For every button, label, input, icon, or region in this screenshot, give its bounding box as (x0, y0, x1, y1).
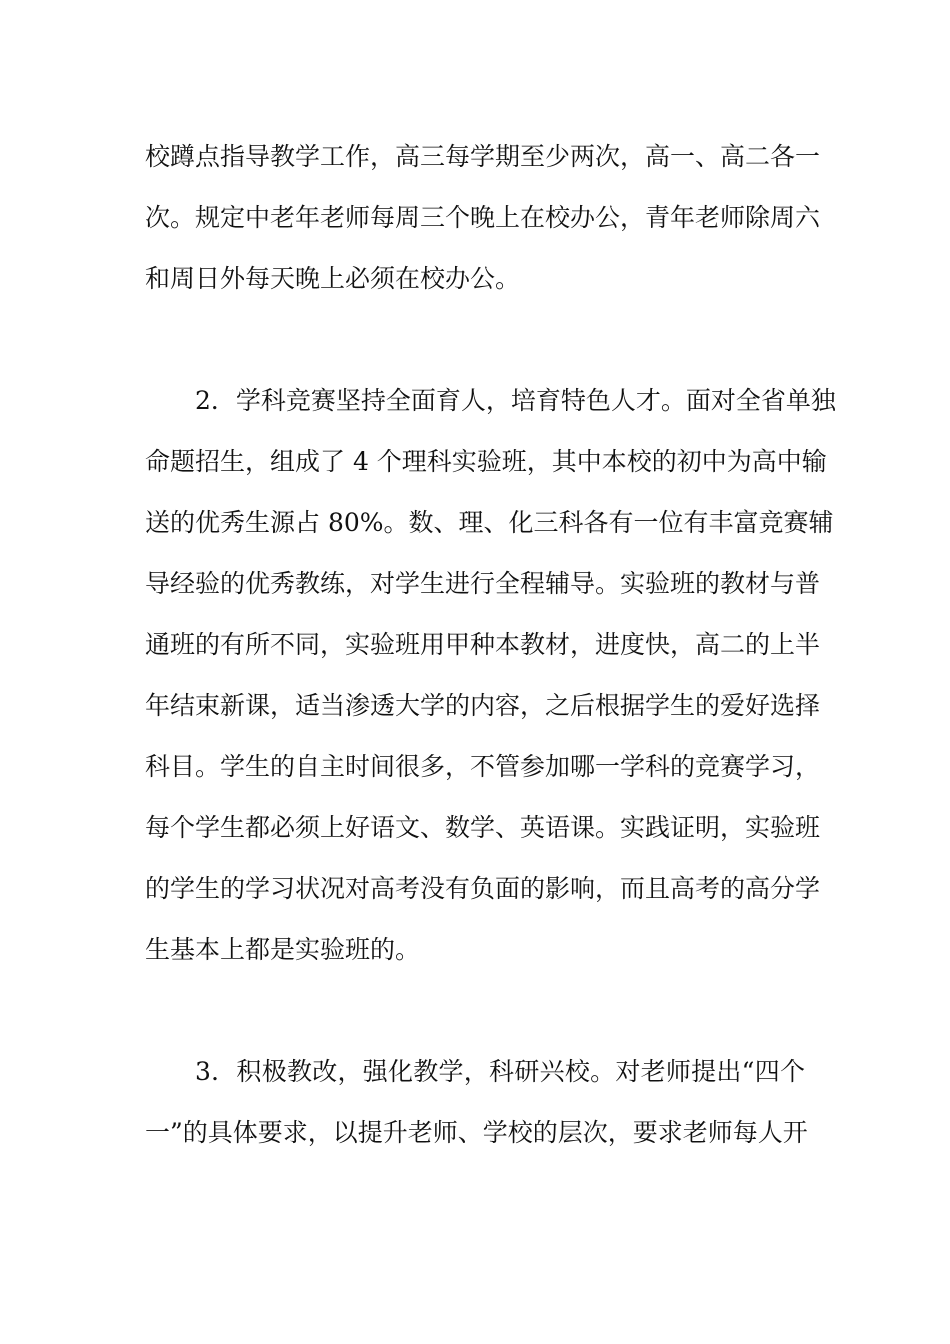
paragraph-3 (145, 1041, 808, 1163)
text-line: 次。规定中老年老师每周三个晚上在校办公，青年老师除周六 (145, 203, 821, 232)
text-line: 年结束新课，适当渗透大学的内容，之后根据学生的爱好选择 (145, 691, 821, 720)
text-line: 2．学科竞赛坚持全面育人，培育特色人才。面对全省单独 (195, 386, 836, 415)
text-line: 每个学生都必须上好语文、数学、英语课。实践证明，实验班 (145, 813, 821, 842)
text-line: 一”的具体要求，以提升老师、学校的层次，要求老师每人开 (145, 1118, 808, 1147)
paragraph-2 (145, 370, 836, 980)
paragraph-gap (145, 980, 805, 1041)
text-line: 校蹲点指导教学工作，高三每学期至少两次，高一、高二各一 (145, 142, 821, 171)
text-line: 生基本上都是实验班的。 (145, 935, 421, 964)
text-line: 送的优秀生源占 80%。数、理、化三科各有一位有丰富竞赛辅 (145, 508, 834, 537)
text-line: 的学生的学习状况对高考没有负面的影响，而且高考的高分学 (145, 874, 821, 903)
paragraph-1 (145, 126, 821, 309)
text-line: 通班的有所不同，实验班用甲种本教材，进度快，高二的上半 (145, 630, 821, 659)
text-line: 科目。学生的自主时间很多，不管参加哪一学科的竞赛学习， (145, 752, 821, 781)
body-text (145, 126, 836, 1163)
text-line: 3．积极教改，强化教学，科研兴校。对老师提出“四个 (195, 1057, 805, 1086)
text-line: 和周日外每天晚上必须在校办公。 (145, 264, 521, 293)
text-line: 命题招生，组成了 4 个理科实验班，其中本校的初中为高中输 (145, 447, 827, 476)
text-line: 导经验的优秀教练，对学生进行全程辅导。实验班的教材与普 (145, 569, 821, 598)
paragraph-gap (145, 309, 805, 370)
